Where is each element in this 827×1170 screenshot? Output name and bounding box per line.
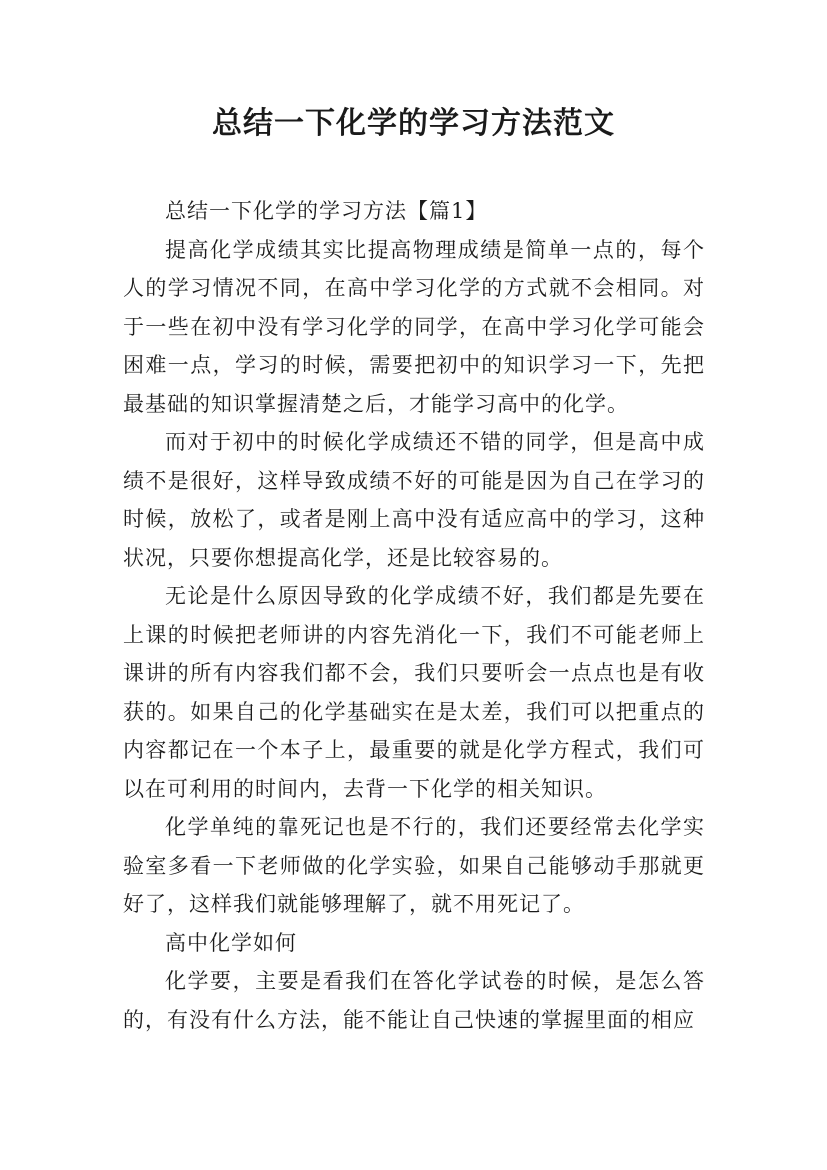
document-title: 总结一下化学的学习方法范文 bbox=[212, 106, 615, 141]
paragraph: 化学单纯的靠死记也是不行的，我们还要经常去化学实验室多看一下老师做的化学实验，如果自己能够动手那就更好了，这样我们就能够理解了，就不用死记了。 bbox=[123, 815, 705, 916]
paragraph: 无论是什么原因导致的化学成绩不好，我们都是先要在上课的时候把老师讲的内容先消化一下，我们不可能老师上课讲的所有内容我们都不会，我们只要听会一点点也是有收获的。如果自己的化学基础实在是太差，我们可以把重点的内容都记在一个本子上，最重要的就是化学方程式，我们可以在可利用的时间内，去背一下化学的相关知识。 bbox=[123, 584, 705, 801]
section-heading: 总结一下化学的学习方法【篇1】 bbox=[165, 199, 488, 223]
subheading: 高中化学如何 bbox=[165, 930, 297, 955]
paragraph: 提高化学成绩其实比提高物理成绩是简单一点的，每个人的学习情况不同，在高中学习化学的方式就不会相同。对于一些在初中没有学习化学的同学，在高中学习化学可能会困难一点，学习的时候，需要把初中的知识学习一下，先把最基础的知识掌握清楚之后，才能学习高中的化学。 bbox=[123, 237, 705, 416]
paragraph: 化学要，主要是看我们在答化学试卷的时候，是怎么答的，有没有什么方法，能不能让自己快速的掌握里面的相应 bbox=[123, 969, 705, 1032]
document-body bbox=[123, 192, 705, 1039]
paragraph: 而对于初中的时候化学成绩还不错的同学，但是高中成绩不是很好，这样导致成绩不好的可能是因为自己在学习的时候，放松了，或者是刚上高中没有适应高中的学习，这种状况，只要你想提高化学，还是比较容易的。 bbox=[123, 430, 705, 570]
